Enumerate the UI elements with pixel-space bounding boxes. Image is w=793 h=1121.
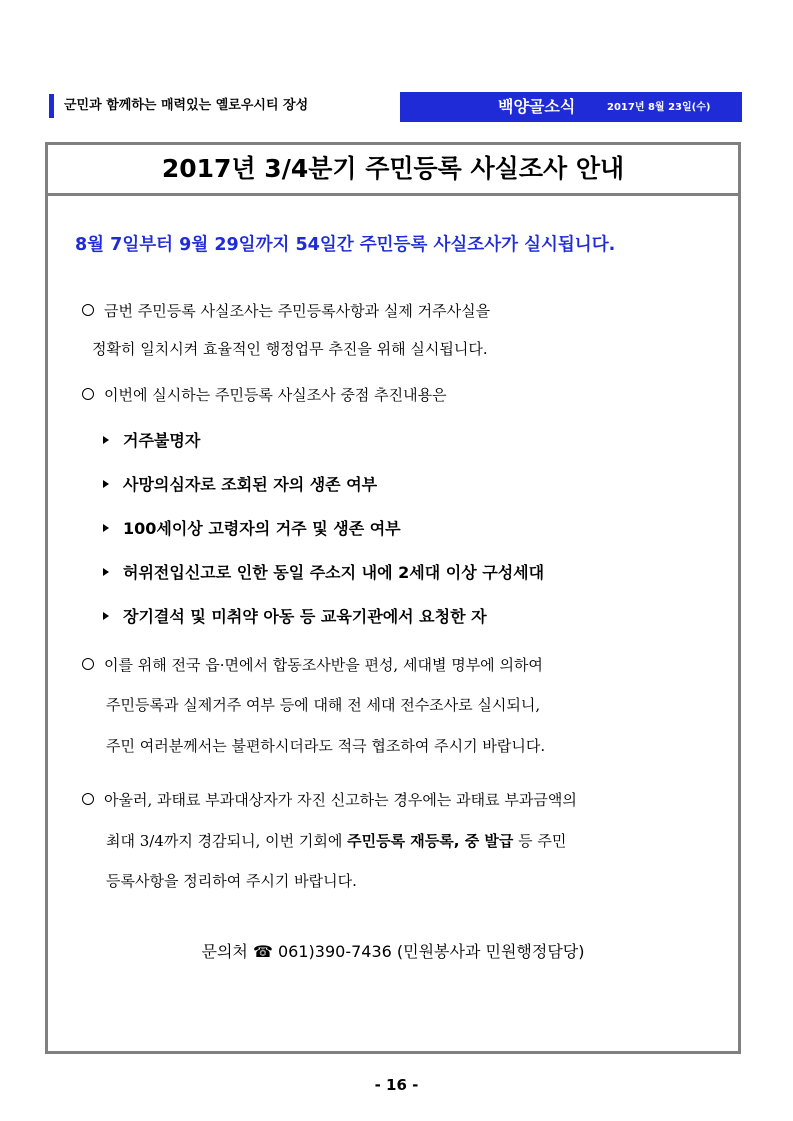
triangle-bullet-icon: [103, 436, 109, 444]
focus-item: 100세이상 고령자의 거주 및 생존 여부: [103, 517, 401, 541]
triangle-bullet-icon: [103, 480, 109, 488]
article-title: 2017년 3/4분기 주민등록 사실조사 안내: [45, 142, 741, 196]
header-accent-bar: [49, 94, 54, 118]
triangle-bullet-icon: [103, 568, 109, 576]
header-newsletter-banner: [400, 92, 742, 122]
paragraph-4-line-1: 아울러, 과태료 부과대상자가 자진 신고하는 경우에는 과태료 부과금액의: [82, 789, 577, 811]
phone-icon: ☎: [252, 942, 273, 961]
paragraph-3-line-1: 이를 위해 전국 읍·면에서 합동조사반을 편성, 세대별 명부에 의하여: [82, 654, 543, 676]
circle-bullet-icon: [82, 793, 94, 805]
focus-item: 허위전입신고로 인한 동일 주소지 내에 2세대 이상 구성세대: [103, 561, 544, 585]
triangle-bullet-icon: [103, 524, 109, 532]
newsletter-date: 2017년 8월 23일(수): [607, 102, 711, 113]
focus-item: 장기결석 및 미취약 아동 등 교육기관에서 요청한 자: [103, 605, 487, 629]
newsletter-name: 백양골소식: [498, 97, 576, 116]
paragraph-4-line-3: 등록사항을 정리하여 주시기 바랍니다.: [106, 872, 357, 890]
contact-number: 061)390-7436: [278, 942, 392, 961]
focus-item: 사망의심자로 조회된 자의 생존 여부: [103, 473, 377, 497]
lead-sentence: 8월 7일부터 9월 29일까지 54일간 주민등록 사실조사가 실시됩니다.: [75, 235, 616, 255]
page-number: - 16 -: [374, 1076, 419, 1094]
paragraph-1-line-1: 금번 주민등록 사실조사는 주민등록사항과 실제 거주사실을: [82, 300, 490, 322]
paragraph-1-line-2: 정확히 일치시켜 효율적인 행정업무 추진을 위해 실시됩니다.: [92, 340, 488, 358]
circle-bullet-icon: [82, 304, 94, 316]
article-frame: [45, 142, 741, 1054]
triangle-bullet-icon: [103, 612, 109, 620]
header-slogan: 군민과 함께하는 매력있는 옐로우시티 장성: [64, 98, 309, 113]
paragraph-2: 이번에 실시하는 주민등록 사실조사 중점 추진내용은: [82, 384, 447, 406]
contact-info: [45, 940, 741, 964]
circle-bullet-icon: [82, 388, 94, 400]
paragraph-3-line-2: 주민등록과 실제거주 여부 등에 대해 전 세대 전수조사로 실시되니,: [106, 696, 541, 714]
contact-label: 문의처: [201, 942, 248, 961]
paragraph-3-line-3: 주민 여러분께서는 불편하시더라도 적극 협조하여 주시기 바랍니다.: [106, 737, 546, 755]
focus-item: 거주불명자: [103, 429, 200, 453]
circle-bullet-icon: [82, 658, 94, 670]
contact-department: (민원봉사과 민원행정담당): [396, 942, 585, 961]
emphasis-text: 주민등록 재등록, 중 발급: [347, 832, 514, 850]
paragraph-4-line-2: 최대 3/4까지 경감되니, 이번 기회에 주민등록 재등록, 중 발급 등 주민: [106, 832, 567, 850]
